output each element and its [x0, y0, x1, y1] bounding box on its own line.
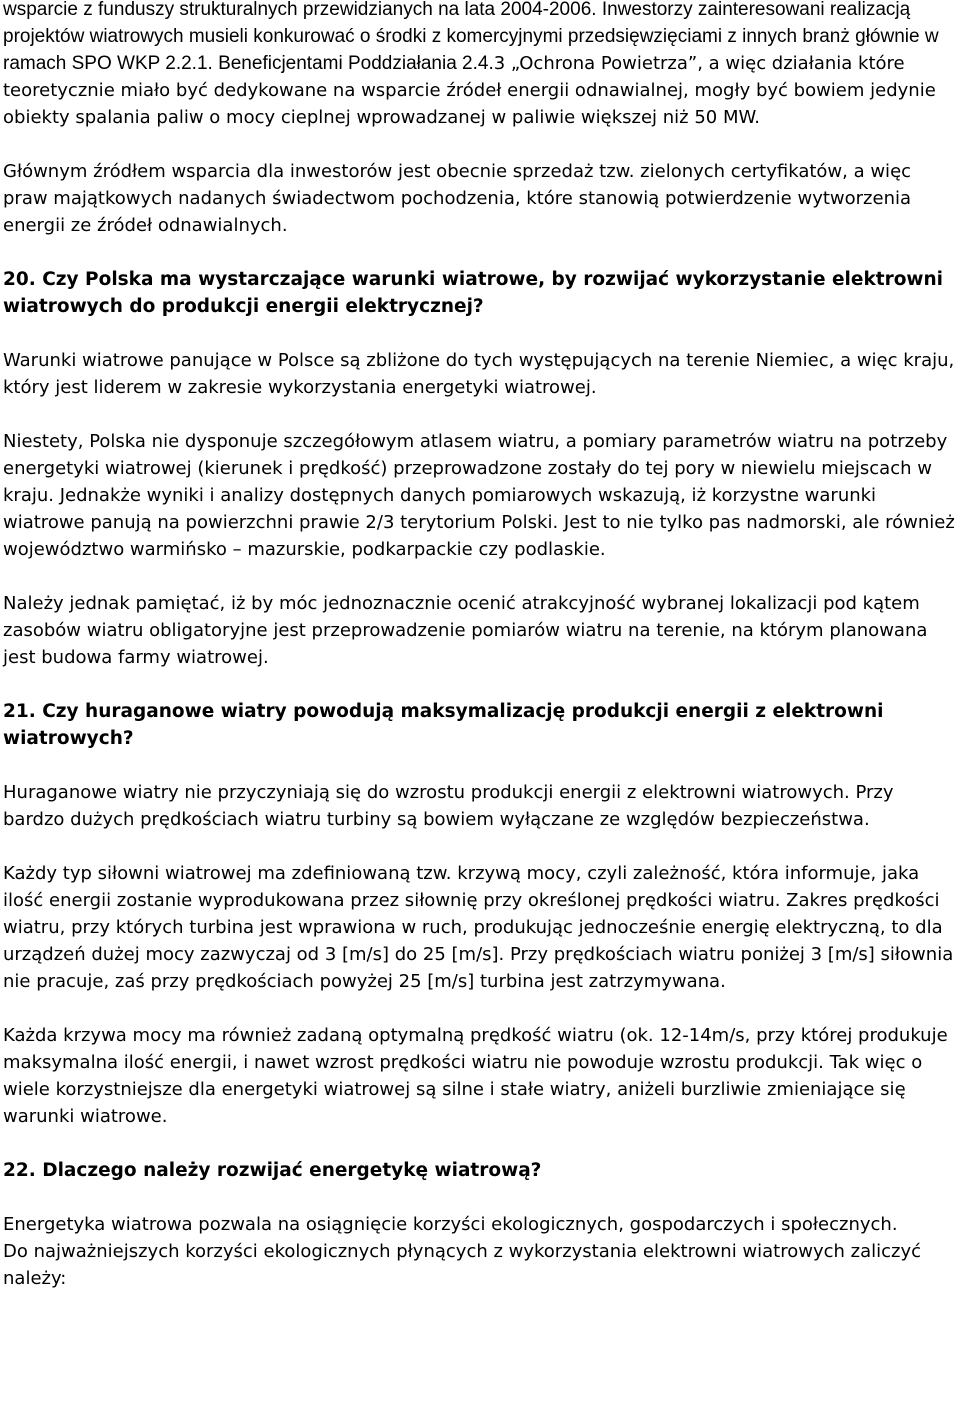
document-page — [3, 0, 958, 1292]
question-20-heading: 20. Czy Polska ma wystarczające warunki wiatrowe, by rozwijać wykorzystanie elektrowni wiatrowych do produkcji energii elektrycznej? — [3, 269, 944, 317]
paragraph-wind-conditions: Warunki wiatrowe panujące w Polsce są zbliżone do tych występujących na terenie Niemiec, a więc kraju, który jest liderem w zakresie wykorzystania energetyki wiatrowej. — [3, 350, 955, 398]
question-21-heading: 21. Czy huraganowe wiatry powodują maksymalizację produkcji energii z elektrowni wiatrowych? — [3, 701, 884, 749]
paragraph-funding-history — [3, 0, 958, 131]
paragraph-ecological-benefits: Do najważniejszych korzyści ekologicznych płynących z wykorzystania elektrowni wiatrowych zaliczyć należy: — [3, 1241, 922, 1289]
paragraph-optimal-speed: Każda krzywa mocy ma również zadaną optymalną prędkość wiatru (ok. 12-14m/s, przy której produkuje maksymalna ilość energii, i nawet wzrost prędkości wiatru nie powoduje wzrostu produkcji. Tak więc o wiele korzystniejsze dla energetyki wiatrowej są silne i stałe wiatry, aniżeli burzliwie zmieniające się warunki wiatrowe. — [3, 1025, 948, 1127]
paragraph-hurricane-winds: Huraganowe wiatry nie przyczyniają się do wzrostu produkcji energii z elektrowni wiatrowych. Przy bardzo dużych prędkościach wiatru turbiny są bowiem wyłączane ze względów bezpieczeństwa. — [3, 782, 894, 830]
paragraph-power-curve: Każdy typ siłowni wiatrowej ma zdefiniowaną tzw. krzywą mocy, czyli zależność, która informuje, jaka ilość energii zostanie wyprodukowana przez siłownię przy określonej prędkości wiatru. Zakres prędkości wiatru, przy których turbina jest wprawiona w ruch, produkując jednocześnie energię elektryczną, to dla urządzeń dużej mocy zazwyczaj od 3 [m/s] do 25 [m/s]. Przy prędkościach wiatru poniżej 3 [m/s] siłownia nie pracuje, zaś przy prędkościach powyżej 25 [m/s] turbina jest zatrzymywana. — [3, 863, 954, 992]
paragraph-benefits: Energetyka wiatrowa pozwala na osiągnięcie korzyści ekologicznych, gospodarczych i społecznych. — [3, 1214, 898, 1235]
paragraph-green-certificates: Głównym źródłem wsparcia dla inwestorów jest obecnie sprzedaż tzw. zielonych certyfikatów, a więc praw majątkowych nadanych świadectwom pochodzenia, które stanowią potwierdzenie wytworzenia energii ze źródeł odnawialnych. — [3, 161, 912, 236]
paragraph-wind-atlas: Niestety, Polska nie dysponuje szczegółowym atlasem wiatru, a pomiary parametrów wiatru na potrzeby energetyki wiatrowej (kierunek i prędkość) przeprowadzone zostały do tej pory w niewielu miejscach w kraju. Jednakże wyniki i analizy dostępnych danych pomiarowych wskazują, iż korzystne warunki wiatrowe panują na powierzchni prawie 2/3 terytorium Polski. Jest to nie tylko pas nadmorski, ale również województwo warmińsko – mazurskie, podkarpackie czy podlaskie. — [3, 431, 955, 560]
paragraph-funding-history-part1: wsparcie z funduszy strukturalnych przewidzianych na lata 2004-2006. Inwestorzy zainteresowani realizacją projektów wiatrowych musieli konkurować o środki z komercyjnymi przedsięwzięciami z innych branż głównie w ramach SPO WKP 2.2.1. Beneficjentami Poddziałania 2.4. — [3, 0, 939, 74]
paragraph-wind-measurements: Należy jednak pamiętać, iż by móc jednoznacznie ocenić atrakcyjność wybranej lokalizacji pod kątem zasobów wiatru obligatoryjne jest przeprowadzenie pomiarów wiatru na terenie, na którym planowana jest budowa farmy wiatrowej. — [3, 593, 928, 668]
question-22-heading: 22. Dlaczego należy rozwijać energetykę wiatrową? — [3, 1160, 542, 1181]
paragraph-funding-history-part2: 3 „Ochrona Powietrza”, a więc działania które teoretycznie miało być dedykowane na wsparcie źródeł energii odnawialnej, mogły być bowiem jedynie obiekty spalania paliw o mocy cieplnej wprowadzanej w paliwie większej niż 50 MW. — [3, 53, 936, 128]
